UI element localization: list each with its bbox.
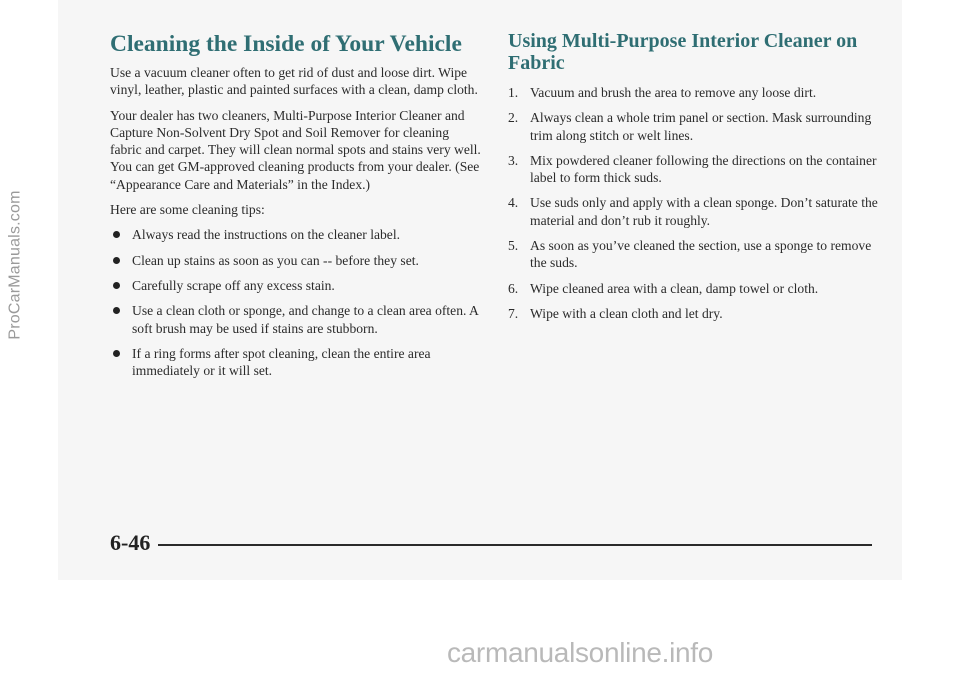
step-text: Vacuum and brush the area to remove any loose dirt.: [530, 85, 817, 100]
bullet-icon: [113, 231, 120, 238]
list-item: [110, 345, 482, 380]
list-item: [508, 305, 883, 322]
tip-text: Always read the instructions on the cleaner label.: [132, 227, 401, 243]
list-item: [508, 237, 883, 272]
list-item: [110, 252, 482, 269]
list-item: [508, 152, 883, 187]
tip-text: If a ring forms after spot cleaning, clean the entire area immediately or it will set.: [132, 345, 431, 379]
step-text: Mix powdered cleaner following the directions on the container label to form thick suds.: [530, 152, 877, 186]
tip-text: Carefully scrape off any excess stain.: [132, 277, 335, 293]
bottom-watermark: [0, 638, 960, 668]
bullet-icon: [113, 282, 120, 289]
left-column: [110, 30, 482, 387]
bullet-icon: [113, 350, 120, 357]
list-item: [110, 226, 482, 243]
cleaning-tips-list: [110, 226, 482, 379]
right-column: [508, 30, 883, 330]
tips-intro: Here are some cleaning tips:: [110, 202, 265, 218]
step-number: 2.: [508, 110, 519, 126]
list-item: [508, 194, 883, 229]
step-text: Always clean a whole trim panel or section. Mask surrounding trim along stitch or welt lines.: [530, 110, 872, 143]
step-text: Wipe cleaned area with a clean, damp towel or cloth.: [530, 280, 819, 296]
intro-paragraph: Use a vacuum cleaner often to get rid of dust and loose dirt. Wipe vinyl, leather, plastic and painted surfaces with a clean, damp cloth.: [110, 65, 478, 98]
page-footer: [110, 530, 872, 556]
list-item: [508, 109, 883, 144]
footer-divider: [158, 544, 872, 546]
bullet-icon: [113, 307, 120, 314]
side-watermark-text: ProCarManuals.com: [7, 190, 25, 340]
step-number: 3.: [508, 152, 519, 168]
cleaning-steps-list: [508, 84, 883, 322]
section-title-multi-purpose-cleaner: Using Multi-Purpose Interior Cleaner on Fabric: [508, 30, 858, 74]
tip-text: Use a clean cloth or sponge, and change to a clean area often. A soft brush may be used if stains are stubborn.: [132, 303, 479, 336]
list-item: [508, 84, 883, 101]
page-number: 6-46: [110, 530, 151, 555]
step-number: 5.: [508, 238, 519, 254]
bullet-icon: [113, 257, 120, 264]
step-text: Wipe with a clean cloth and let dry.: [530, 305, 723, 321]
dealer-cleaners-paragraph: Your dealer has two cleaners, Multi-Purpose Interior Cleaner and Capture Non-Solvent Dry Spot and Soil Remover for cleaning fabric and carpet. They will clean normal spots and stains very well. You can get GM-approved cleaning products from your dealer. (See “Appearance Care and Materials” in the Index.): [110, 107, 481, 192]
step-text: Use suds only and apply with a clean sponge. Don’t saturate the material and don’t rub it roughly.: [530, 195, 878, 228]
bottom-watermark-text: carmanualsonline.info: [446, 637, 714, 668]
tip-text: Clean up stains as soon as you can -- before they set.: [132, 252, 419, 268]
step-number: 4.: [508, 195, 519, 211]
list-item: [110, 277, 482, 294]
step-number: 1.: [508, 85, 519, 100]
list-item: [508, 280, 883, 297]
step-text: As soon as you’ve cleaned the section, use a sponge to remove the suds.: [530, 238, 872, 271]
list-item: [110, 302, 482, 337]
section-title-cleaning-inside: Cleaning the Inside of Your Vehicle: [110, 31, 462, 57]
step-number: 6.: [508, 280, 519, 296]
step-number: 7.: [508, 305, 519, 321]
side-watermark: [2, 150, 30, 380]
